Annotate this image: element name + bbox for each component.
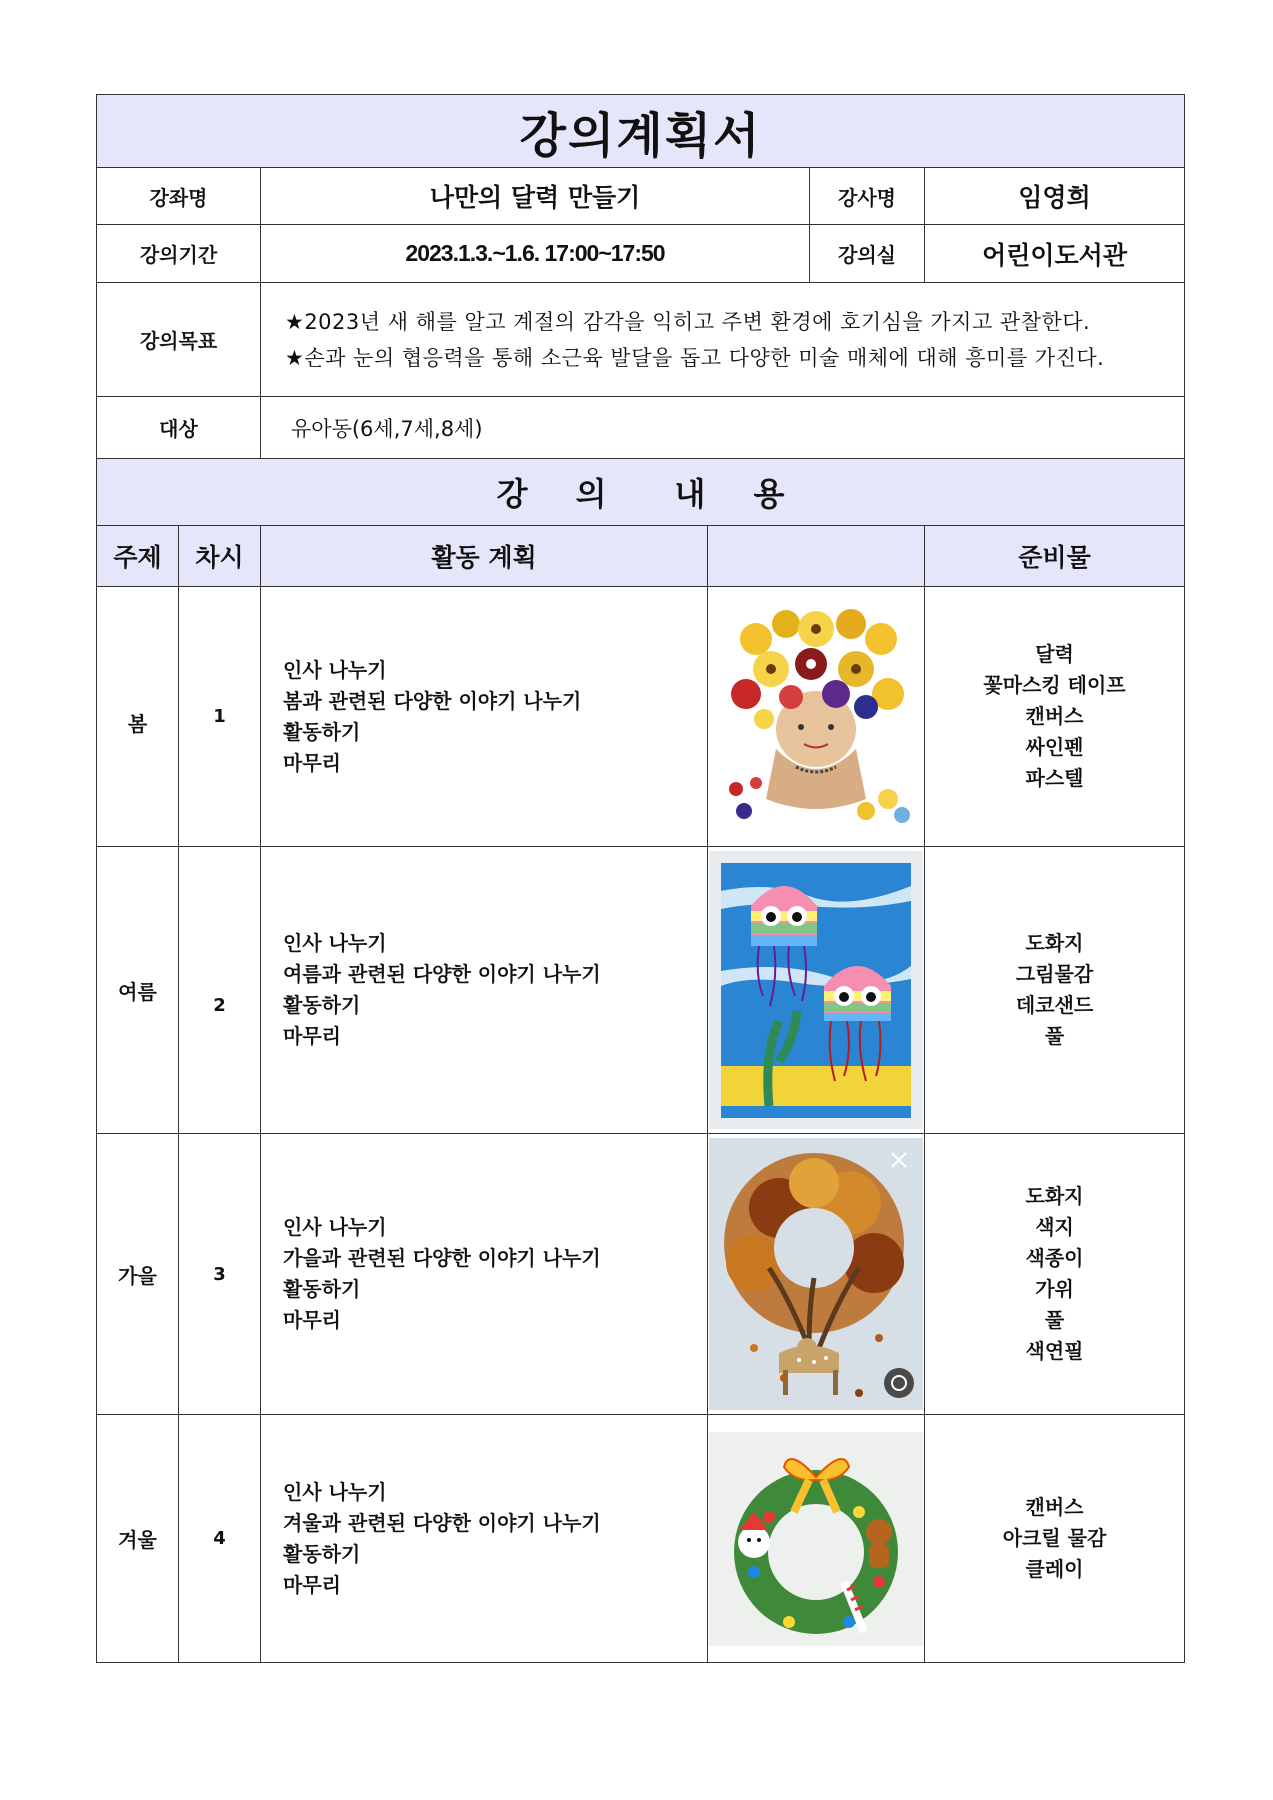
session-cell: 2: [179, 847, 261, 1134]
section-title: 강 의 내 용: [97, 459, 1185, 526]
target-label: 대상: [97, 397, 261, 459]
session-cell: 1: [179, 587, 261, 847]
page-title: 강의계획서: [97, 95, 1185, 168]
flower-hair-portrait-icon: [716, 599, 916, 835]
table-row: [97, 1134, 1185, 1415]
goal-list: [261, 283, 1185, 397]
instructor-value: 임영희: [925, 168, 1185, 225]
activity-list: 인사 나누기 가을과 관련된 다양한 이야기 나누기 활동하기 마무리: [261, 1134, 708, 1415]
column-header-topic: 주제: [97, 526, 179, 587]
column-header-session: 차시: [179, 526, 261, 587]
activity-list: 인사 나누기 봄과 관련된 다양한 이야기 나누기 활동하기 마무리: [261, 587, 708, 847]
topic-cell: 여름: [97, 847, 179, 1134]
instructor-label: 강사명: [810, 168, 925, 225]
column-header-plan: 활동 계획: [261, 526, 708, 587]
goal-item: ★손과 눈의 협응력을 통해 소근육 발달을 돕고 다양한 미술 매체에 대해 흥미를 가진다.: [285, 345, 1105, 370]
session-cell: 3: [179, 1134, 261, 1415]
goal-item: ★2023년 새 해를 알고 계절의 감각을 익히고 주변 환경에 호기심을 가지고 관찰한다.: [285, 309, 1091, 334]
room-label: 강의실: [810, 225, 925, 283]
topic-cell: 겨울: [97, 1415, 179, 1663]
target-value: 유아동(6세,7세,8세): [261, 397, 1185, 459]
activity-image: [708, 847, 925, 1134]
materials-list: 도화지 색지 색종이 가위 풀 색연필: [925, 1134, 1185, 1415]
session-cell: 4: [179, 1415, 261, 1663]
activity-image: [708, 1134, 925, 1415]
materials-list: 도화지 그림물감 데코샌드 풀: [925, 847, 1185, 1134]
autumn-deer-tree-icon: [709, 1138, 923, 1410]
course-name-label: 강좌명: [97, 168, 261, 225]
table-row: [97, 847, 1185, 1134]
goal-label: 강의목표: [97, 283, 261, 397]
materials-list: 캔버스 아크릴 물감 클레이: [925, 1415, 1185, 1663]
lecture-plan-table: [96, 94, 1185, 1663]
materials-list: 달력 꽃마스킹 테이프 캔버스 싸인펜 파스텔: [925, 587, 1185, 847]
column-header-image: [708, 526, 925, 587]
table-row: [97, 1415, 1185, 1663]
activity-image: [708, 1415, 925, 1663]
activity-image: [708, 587, 925, 847]
jellyfish-collage-icon: [709, 851, 923, 1129]
topic-cell: 가을: [97, 1134, 179, 1415]
activity-list: 인사 나누기 겨울과 관련된 다양한 이야기 나누기 활동하기 마무리: [261, 1415, 708, 1663]
christmas-wreath-icon: [709, 1432, 923, 1646]
activity-list: 인사 나누기 여름과 관련된 다양한 이야기 나누기 활동하기 마무리: [261, 847, 708, 1134]
table-row: [97, 587, 1185, 847]
topic-cell: 봄: [97, 587, 179, 847]
room-value: 어린이도서관: [925, 225, 1185, 283]
period-label: 강의기간: [97, 225, 261, 283]
period-value: 2023.1.3.~1.6. 17:00~17:50: [261, 225, 810, 283]
course-name-value: 나만의 달력 만들기: [261, 168, 810, 225]
column-header-materials: 준비물: [925, 526, 1185, 587]
